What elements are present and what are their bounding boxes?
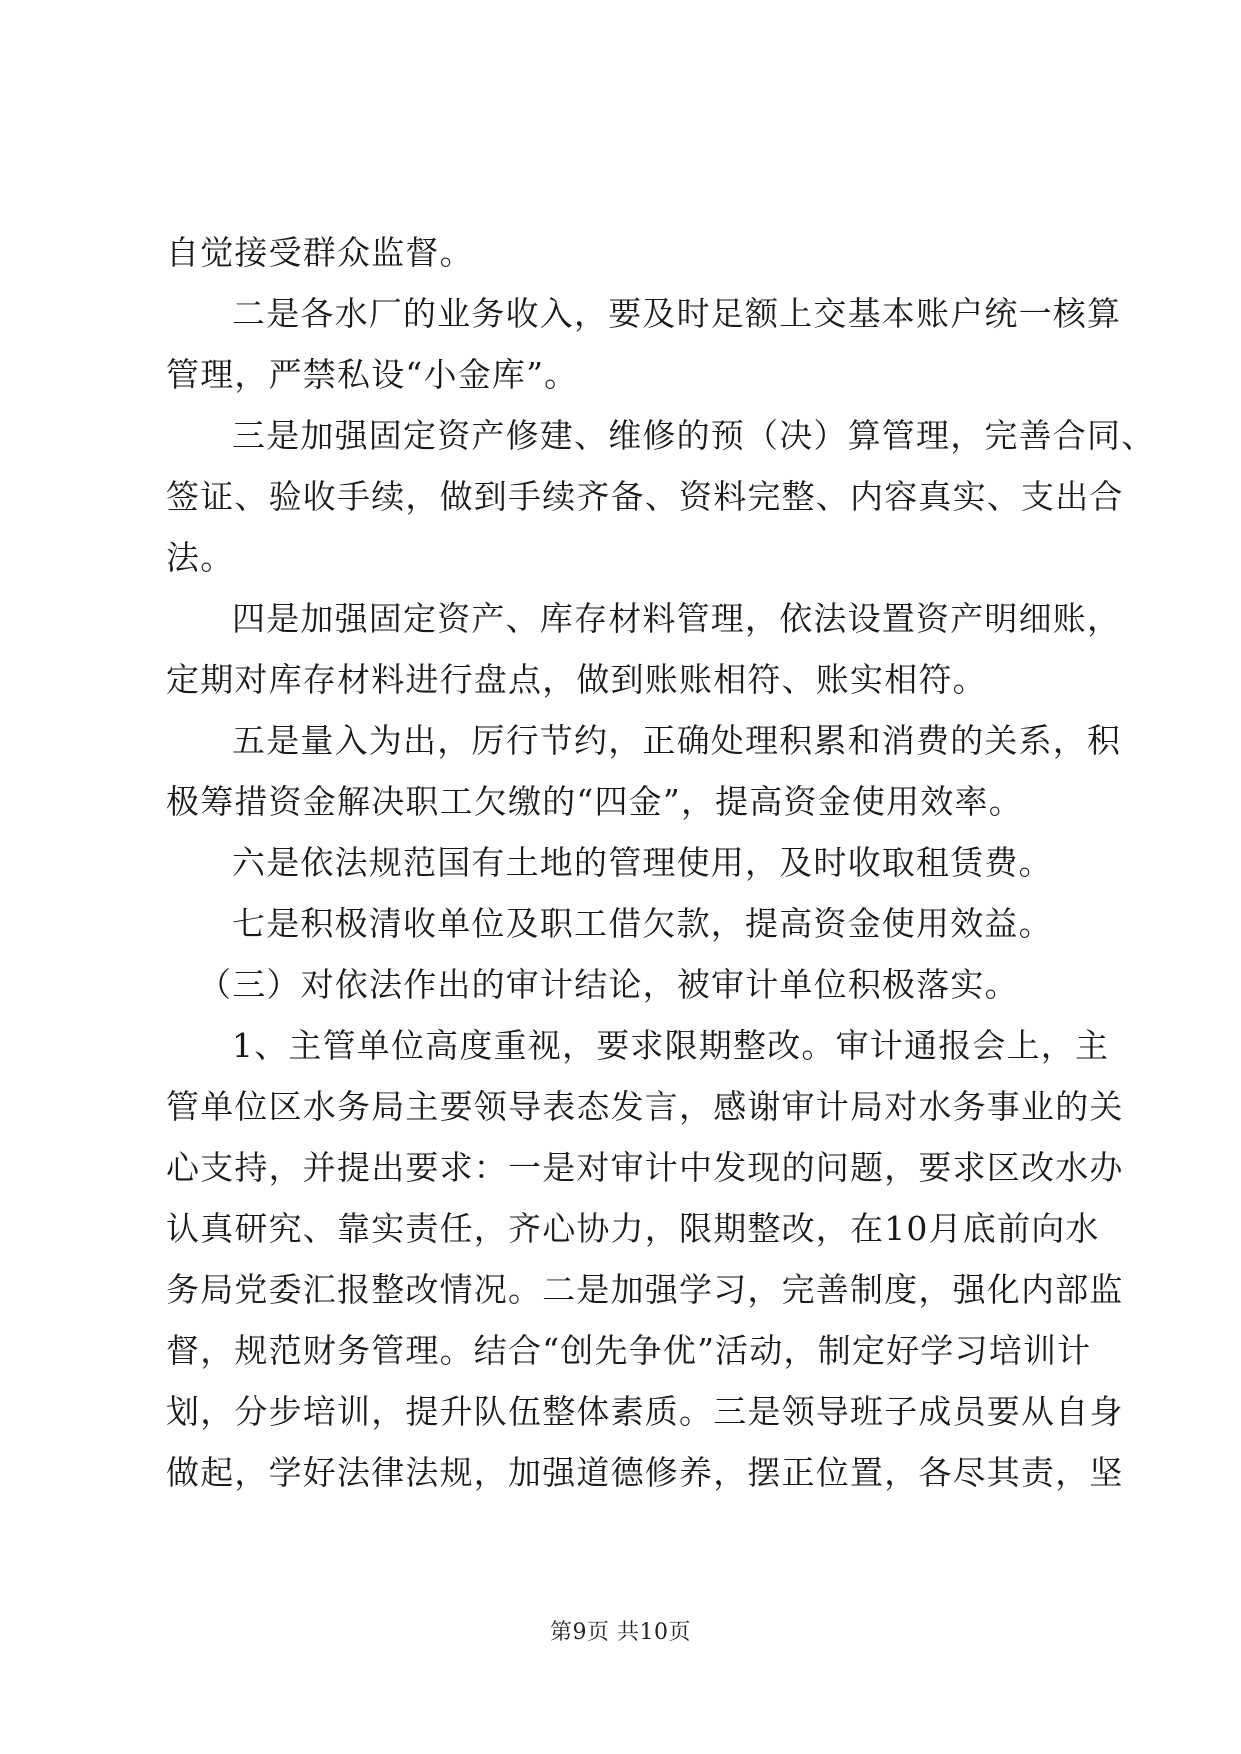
text-line: 法。 bbox=[166, 538, 235, 577]
paragraph-line: 1、主管单位高度重视，要求限期整改。审计通报会上，主 bbox=[232, 1026, 1110, 1065]
document-body bbox=[166, 222, 1156, 1503]
text-line: 务局党委汇报整改情况。二是加强学习，完善制度，强化内部监 bbox=[166, 1270, 1124, 1309]
text-line: 认真研究、靠实责任，齐心协力，限期整改，在10月底前向水 bbox=[166, 1209, 1100, 1248]
text-line: 定期对库存材料进行盘点，做到账账相符、账实相符。 bbox=[166, 660, 987, 699]
section-heading: （三）对依法作出的审计结论，被审计单位积极落实。 bbox=[198, 965, 1019, 1004]
paragraph-line: 五是量入为出，厉行节约，正确处理积累和消费的关系，积 bbox=[232, 721, 1122, 760]
paragraph-line: 七是积极清收单位及职工借欠款，提高资金使用效益。 bbox=[232, 904, 1053, 943]
paragraph-line: 二是各水厂的业务收入，要及时足额上交基本账户统一核算 bbox=[232, 294, 1122, 333]
page-footer: 第9页 共10页 bbox=[550, 1620, 691, 1645]
text-line: 做起，学好法律法规，加强道德修养，摆正位置，各尽其责，坚 bbox=[166, 1453, 1124, 1492]
text-line: 划，分步培训，提升队伍整体素质。三是领导班子成员要从自身 bbox=[166, 1392, 1124, 1431]
text-line: 管单位区水务局主要领导表态发言，感谢审计局对水务事业的关 bbox=[166, 1087, 1124, 1126]
text-line: 管理，严禁私设“小金库”。 bbox=[166, 355, 579, 394]
paragraph-line: 三是加强固定资产修建、维修的预（决）算管理，完善合同、 bbox=[232, 416, 1156, 455]
text-line: 签证、验收手续，做到手续齐备、资料完整、内容真实、支出合 bbox=[166, 477, 1124, 516]
text-line: 极筹措资金解决职工欠缴的“四金”，提高资金使用效率。 bbox=[166, 782, 1023, 821]
text-line: 自觉接受群众监督。 bbox=[166, 233, 474, 272]
paragraph-line: 四是加强固定资产、库存材料管理，依法设置资产明细账， bbox=[232, 599, 1122, 638]
paragraph-line: 六是依法规范国有土地的管理使用，及时收取租赁费。 bbox=[232, 843, 1053, 882]
text-line: 心支持，并提出要求：一是对审计中发现的问题，要求区改水办 bbox=[166, 1148, 1124, 1187]
text-line: 督，规范财务管理。结合“创先争优”活动，制定好学习培训计 bbox=[166, 1331, 1092, 1370]
